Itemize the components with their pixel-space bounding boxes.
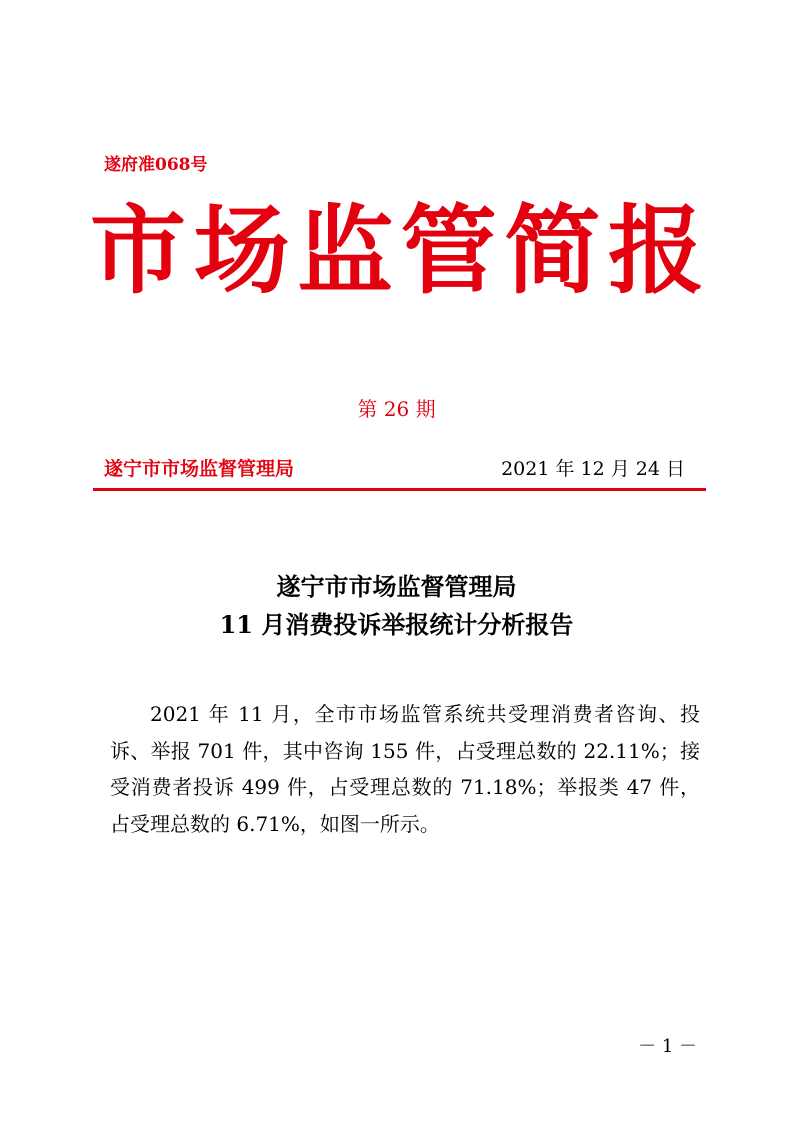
issuer-name: 遂宁市市场监督管理局 <box>104 458 295 480</box>
red-divider <box>93 488 706 491</box>
body-paragraph: 2021 年 11 月，全市市场监管系统共受理消费者咨询、投诉、举报 701 件，其中咨询 155 件，占受理总数的 22.11%；接受消费者投诉 499 件，占受理总数的 71.18%；举报类 47 件，占受理总数的 6.71%，如图一所示。 <box>110 702 700 836</box>
issue-number: 第 26 期 <box>357 397 436 421</box>
masthead-char: 报 <box>607 194 704 307</box>
approval-number: 遂府准068号 <box>104 155 208 175</box>
masthead-char: 场 <box>193 194 290 307</box>
masthead-char: 管 <box>400 194 497 307</box>
masthead-char: 市 <box>90 194 186 307</box>
masthead-char: 简 <box>504 194 601 307</box>
issue-date: 2021 年 12 月 24 日 <box>501 458 685 480</box>
masthead-char: 监 <box>297 194 394 307</box>
title-line-2: 11 月消费投诉举报统计分析报告 <box>219 610 574 639</box>
title-line-1: 遂宁市市场监督管理局 <box>276 572 517 601</box>
article-title <box>0 568 793 644</box>
page-number: － 1 － <box>638 1036 697 1057</box>
masthead <box>90 196 704 306</box>
